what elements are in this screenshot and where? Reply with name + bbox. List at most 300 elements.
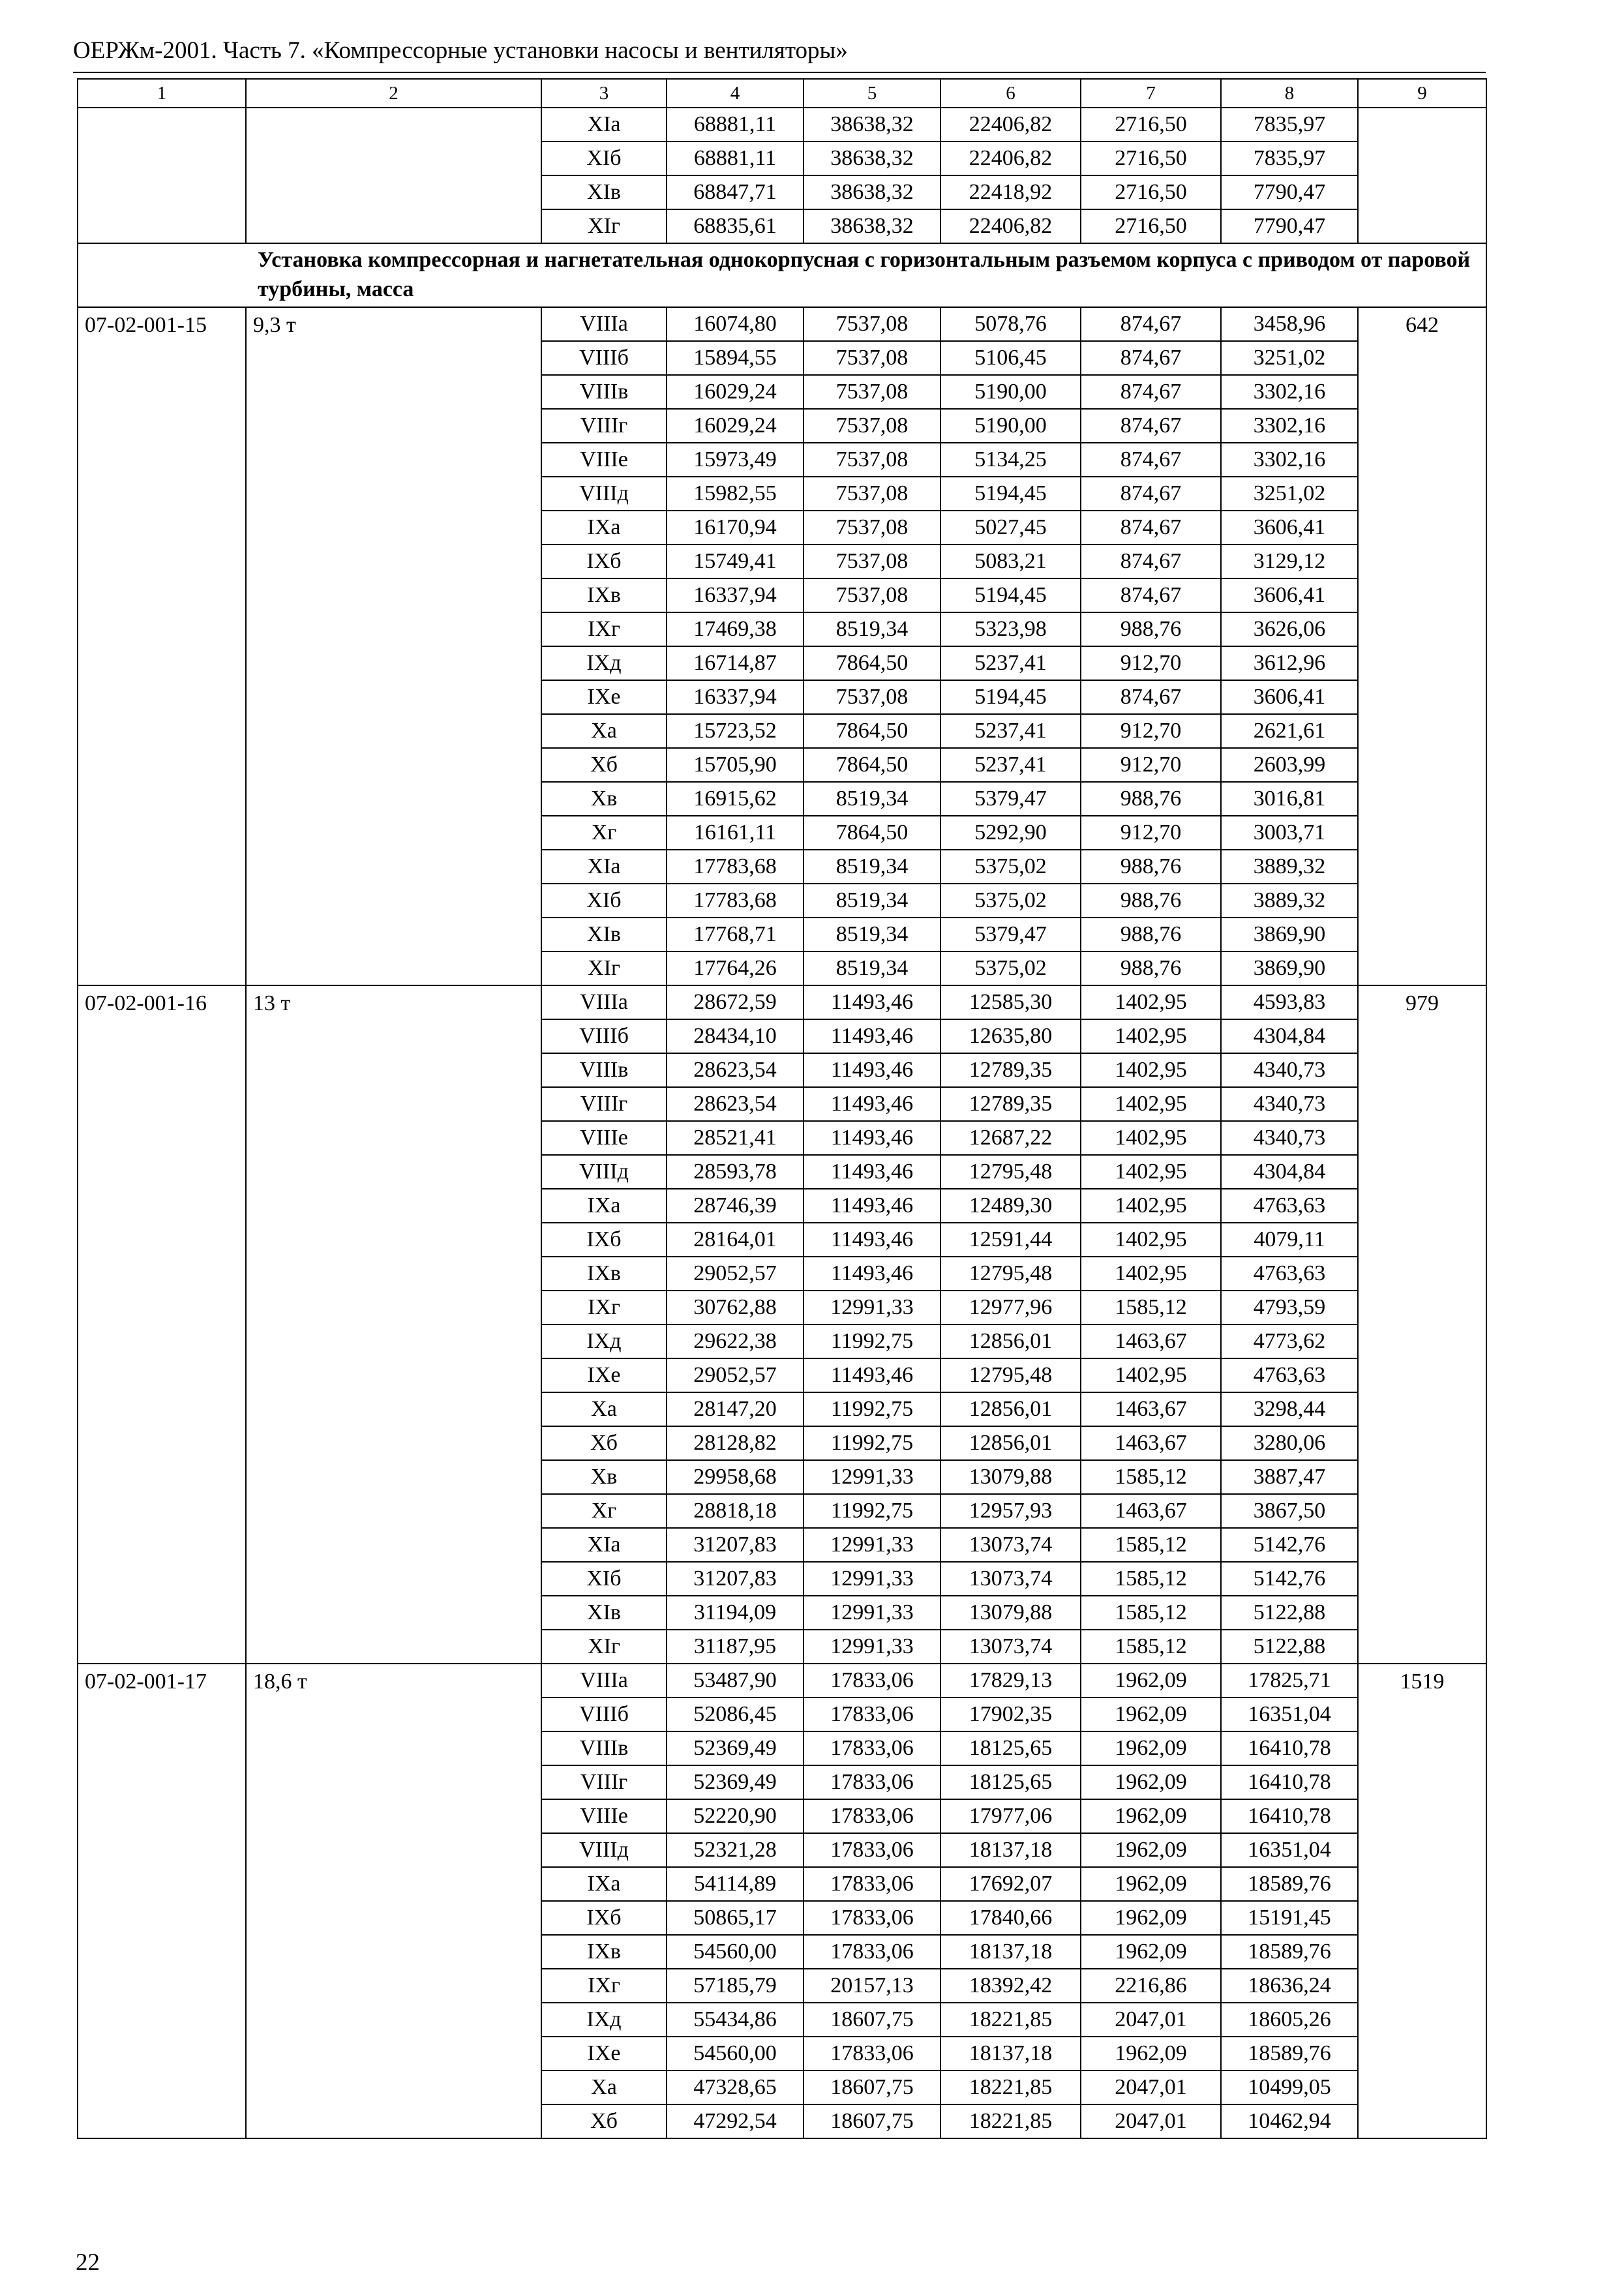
value-cell: 28818,18 (667, 1494, 804, 1528)
value-cell: 8519,34 (804, 884, 940, 918)
value-cell: 5379,47 (940, 918, 1081, 951)
value-cell: 10499,05 (1221, 2071, 1358, 2104)
value-cell: 16410,78 (1221, 1799, 1358, 1833)
code-cell (78, 108, 246, 243)
value-cell: 18221,85 (940, 2104, 1081, 2138)
category-cell: IXд (541, 1324, 667, 1358)
value-cell: 3606,41 (1221, 680, 1358, 714)
value-cell: 68847,71 (667, 175, 804, 209)
value-cell: 5237,41 (940, 646, 1081, 680)
col9-cell: 642 (1358, 307, 1486, 985)
value-cell: 47292,54 (667, 2104, 804, 2138)
value-cell: 31187,95 (667, 1630, 804, 1664)
value-cell: 16351,04 (1221, 1698, 1358, 1731)
mass-cell (246, 108, 541, 243)
value-cell: 7537,08 (804, 511, 940, 545)
category-cell: VIIIа (541, 1664, 667, 1698)
value-cell: 988,76 (1081, 884, 1221, 918)
category-cell: IXа (541, 511, 667, 545)
value-cell: 7537,08 (804, 409, 940, 443)
value-cell: 12687,22 (940, 1121, 1081, 1155)
value-cell: 874,67 (1081, 511, 1221, 545)
category-cell: XIг (541, 951, 667, 985)
value-cell: 12789,35 (940, 1087, 1081, 1121)
value-cell: 28746,39 (667, 1189, 804, 1223)
category-cell: IXа (541, 1867, 667, 1901)
value-cell: 3606,41 (1221, 578, 1358, 612)
value-cell: 17825,71 (1221, 1664, 1358, 1698)
value-cell: 1402,95 (1081, 1257, 1221, 1291)
category-cell: VIIIв (541, 375, 667, 409)
value-cell: 17833,06 (804, 1698, 940, 1731)
value-cell: 15191,45 (1221, 1901, 1358, 1935)
value-cell: 10462,94 (1221, 2104, 1358, 2138)
value-cell: 1463,67 (1081, 1426, 1221, 1460)
value-cell: 5142,76 (1221, 1528, 1358, 1562)
value-cell: 5292,90 (940, 816, 1081, 850)
value-cell: 18125,65 (940, 1731, 1081, 1765)
value-cell: 11992,75 (804, 1494, 940, 1528)
value-cell: 17833,06 (804, 1833, 940, 1867)
value-cell: 17833,06 (804, 1901, 940, 1935)
value-cell: 12795,48 (940, 1155, 1081, 1189)
column-number-row (78, 79, 1486, 108)
value-cell: 38638,32 (804, 209, 940, 243)
category-cell: IXе (541, 2037, 667, 2071)
value-cell: 5190,00 (940, 409, 1081, 443)
value-cell: 2603,99 (1221, 748, 1358, 782)
value-cell: 5190,00 (940, 375, 1081, 409)
value-cell: 22406,82 (940, 108, 1081, 142)
mass-cell: 18,6 т (246, 1664, 541, 2138)
value-cell: 1463,67 (1081, 1494, 1221, 1528)
value-cell: 874,67 (1081, 341, 1221, 375)
value-cell: 5122,88 (1221, 1630, 1358, 1664)
value-cell: 3129,12 (1221, 545, 1358, 578)
category-cell: Xб (541, 2104, 667, 2138)
value-cell: 17783,68 (667, 850, 804, 884)
value-cell: 17829,13 (940, 1664, 1081, 1698)
category-cell: VIIIб (541, 341, 667, 375)
value-cell: 12795,48 (940, 1358, 1081, 1392)
header-divider (73, 72, 1486, 73)
value-cell: 874,67 (1081, 443, 1221, 477)
value-cell: 5134,25 (940, 443, 1081, 477)
value-cell: 18221,85 (940, 2071, 1081, 2104)
value-cell: 1402,95 (1081, 1223, 1221, 1257)
value-cell: 68881,11 (667, 108, 804, 142)
value-cell: 4793,59 (1221, 1291, 1358, 1324)
value-cell: 3458,96 (1221, 307, 1358, 341)
value-cell: 2716,50 (1081, 142, 1221, 175)
value-cell: 1585,12 (1081, 1460, 1221, 1494)
code-cell: 07-02-001-15 (78, 307, 246, 985)
category-cell: VIIIа (541, 985, 667, 1019)
column-number-cell: 3 (541, 79, 667, 108)
value-cell: 16410,78 (1221, 1731, 1358, 1765)
value-cell: 3889,32 (1221, 884, 1358, 918)
value-cell: 15705,90 (667, 748, 804, 782)
value-cell: 8519,34 (804, 850, 940, 884)
value-cell: 874,67 (1081, 307, 1221, 341)
value-cell: 874,67 (1081, 578, 1221, 612)
value-cell: 13073,74 (940, 1630, 1081, 1664)
value-cell: 12991,33 (804, 1630, 940, 1664)
value-cell: 1962,09 (1081, 2037, 1221, 2071)
value-cell: 16074,80 (667, 307, 804, 341)
value-cell: 874,67 (1081, 375, 1221, 409)
value-cell: 52220,90 (667, 1799, 804, 1833)
value-cell: 1585,12 (1081, 1630, 1221, 1664)
value-cell: 3280,06 (1221, 1426, 1358, 1460)
value-cell: 53487,90 (667, 1664, 804, 1698)
value-cell: 29622,38 (667, 1324, 804, 1358)
value-cell: 17783,68 (667, 884, 804, 918)
value-cell: 30762,88 (667, 1291, 804, 1324)
value-cell: 47328,65 (667, 2071, 804, 2104)
value-cell: 912,70 (1081, 748, 1221, 782)
value-cell: 7537,08 (804, 341, 940, 375)
value-cell: 13073,74 (940, 1562, 1081, 1596)
category-cell: XIг (541, 1630, 667, 1664)
value-cell: 16714,87 (667, 646, 804, 680)
value-cell: 3302,16 (1221, 409, 1358, 443)
value-cell: 4340,73 (1221, 1053, 1358, 1087)
value-cell: 18137,18 (940, 2037, 1081, 2071)
value-cell: 12635,80 (940, 1019, 1081, 1053)
value-cell: 16915,62 (667, 782, 804, 816)
category-cell: XIб (541, 1562, 667, 1596)
value-cell: 5106,45 (940, 341, 1081, 375)
value-cell: 1585,12 (1081, 1562, 1221, 1596)
category-cell: Xв (541, 782, 667, 816)
category-cell: XIв (541, 175, 667, 209)
value-cell: 874,67 (1081, 545, 1221, 578)
column-number-cell: 9 (1358, 79, 1486, 108)
value-cell: 5237,41 (940, 748, 1081, 782)
table-body (78, 79, 1486, 2138)
value-cell: 874,67 (1081, 477, 1221, 511)
value-cell: 4079,11 (1221, 1223, 1358, 1257)
value-cell: 5194,45 (940, 680, 1081, 714)
col9-cell: 979 (1358, 985, 1486, 1664)
value-cell: 12489,30 (940, 1189, 1081, 1223)
value-cell: 38638,32 (804, 142, 940, 175)
value-cell: 11493,46 (804, 1053, 940, 1087)
value-cell: 16337,94 (667, 578, 804, 612)
value-cell: 7835,97 (1221, 108, 1358, 142)
category-cell: IXа (541, 1189, 667, 1223)
value-cell: 3867,50 (1221, 1494, 1358, 1528)
category-cell: Xа (541, 1392, 667, 1426)
value-cell: 16410,78 (1221, 1765, 1358, 1799)
value-cell: 1962,09 (1081, 1867, 1221, 1901)
value-cell: 1402,95 (1081, 985, 1221, 1019)
value-cell: 5194,45 (940, 477, 1081, 511)
column-number-cell: 8 (1221, 79, 1358, 108)
page-number: 22 (76, 2249, 100, 2276)
category-cell: IXе (541, 680, 667, 714)
value-cell: 18605,26 (1221, 2003, 1358, 2037)
category-cell: XIа (541, 850, 667, 884)
value-cell: 22406,82 (940, 209, 1081, 243)
category-cell: VIIIе (541, 443, 667, 477)
value-cell: 3626,06 (1221, 612, 1358, 646)
value-cell: 15894,55 (667, 341, 804, 375)
code-cell: 07-02-001-17 (78, 1664, 246, 2138)
column-number-cell: 6 (940, 79, 1081, 108)
value-cell: 17833,06 (804, 1731, 940, 1765)
category-cell: IXг (541, 1291, 667, 1324)
value-cell: 12795,48 (940, 1257, 1081, 1291)
category-cell: XIб (541, 884, 667, 918)
value-cell: 4340,73 (1221, 1121, 1358, 1155)
value-cell: 18607,75 (804, 2071, 940, 2104)
category-cell: IXб (541, 545, 667, 578)
column-number-cell: 2 (246, 79, 541, 108)
value-cell: 50865,17 (667, 1901, 804, 1935)
category-cell: Xб (541, 1426, 667, 1460)
value-cell: 17902,35 (940, 1698, 1081, 1731)
value-cell: 2716,50 (1081, 175, 1221, 209)
value-cell: 28521,41 (667, 1121, 804, 1155)
value-cell: 1585,12 (1081, 1596, 1221, 1630)
value-cell: 1402,95 (1081, 1121, 1221, 1155)
category-cell: IXб (541, 1901, 667, 1935)
value-cell: 17833,06 (804, 1799, 940, 1833)
value-cell: 7864,50 (804, 816, 940, 850)
value-cell: 5375,02 (940, 951, 1081, 985)
value-cell: 12789,35 (940, 1053, 1081, 1087)
category-cell: IXв (541, 1935, 667, 1969)
value-cell: 1463,67 (1081, 1392, 1221, 1426)
mass-cell: 13 т (246, 985, 541, 1664)
value-cell: 12991,33 (804, 1291, 940, 1324)
value-cell: 2047,01 (1081, 2071, 1221, 2104)
value-cell: 3302,16 (1221, 375, 1358, 409)
value-cell: 1962,09 (1081, 1765, 1221, 1799)
category-cell: Xг (541, 816, 667, 850)
value-cell: 18589,76 (1221, 1935, 1358, 1969)
value-cell: 28623,54 (667, 1053, 804, 1087)
value-cell: 12585,30 (940, 985, 1081, 1019)
value-cell: 11992,75 (804, 1392, 940, 1426)
category-cell: VIIIе (541, 1121, 667, 1155)
value-cell: 2047,01 (1081, 2104, 1221, 2138)
value-cell: 12957,93 (940, 1494, 1081, 1528)
value-cell: 1585,12 (1081, 1291, 1221, 1324)
value-cell: 13079,88 (940, 1460, 1081, 1494)
value-cell: 11992,75 (804, 1324, 940, 1358)
value-cell: 18636,24 (1221, 1969, 1358, 2003)
value-cell: 912,70 (1081, 646, 1221, 680)
value-cell: 28147,20 (667, 1392, 804, 1426)
value-cell: 8519,34 (804, 782, 940, 816)
value-cell: 29052,57 (667, 1257, 804, 1291)
value-cell: 3887,47 (1221, 1460, 1358, 1494)
value-cell: 15982,55 (667, 477, 804, 511)
value-cell: 7537,08 (804, 443, 940, 477)
value-cell: 12991,33 (804, 1460, 940, 1494)
value-cell: 29052,57 (667, 1358, 804, 1392)
category-cell: VIIIб (541, 1019, 667, 1053)
category-cell: VIIIа (541, 307, 667, 341)
value-cell: 52369,49 (667, 1765, 804, 1799)
mass-cell: 9,3 т (246, 307, 541, 985)
value-cell: 22406,82 (940, 142, 1081, 175)
value-cell: 3251,02 (1221, 341, 1358, 375)
value-cell: 13073,74 (940, 1528, 1081, 1562)
category-cell: VIIIв (541, 1053, 667, 1087)
value-cell: 18137,18 (940, 1833, 1081, 1867)
category-cell: Xа (541, 714, 667, 748)
table-row (78, 307, 1486, 341)
value-cell: 1402,95 (1081, 1087, 1221, 1121)
value-cell: 12856,01 (940, 1324, 1081, 1358)
value-cell: 7864,50 (804, 748, 940, 782)
value-cell: 11493,46 (804, 1155, 940, 1189)
value-cell: 988,76 (1081, 612, 1221, 646)
value-cell: 5083,21 (940, 545, 1081, 578)
value-cell: 17833,06 (804, 1867, 940, 1901)
value-cell: 11493,46 (804, 1189, 940, 1223)
value-cell: 15973,49 (667, 443, 804, 477)
value-cell: 2716,50 (1081, 108, 1221, 142)
value-cell: 52369,49 (667, 1731, 804, 1765)
value-cell: 988,76 (1081, 951, 1221, 985)
value-cell: 12991,33 (804, 1596, 940, 1630)
category-cell: XIб (541, 142, 667, 175)
value-cell: 7790,47 (1221, 209, 1358, 243)
value-cell: 3302,16 (1221, 443, 1358, 477)
value-cell: 8519,34 (804, 951, 940, 985)
value-cell: 1402,95 (1081, 1189, 1221, 1223)
col9-cell: 1519 (1358, 1664, 1486, 2138)
value-cell: 1962,09 (1081, 1731, 1221, 1765)
value-cell: 52321,28 (667, 1833, 804, 1867)
value-cell: 988,76 (1081, 782, 1221, 816)
value-cell: 28672,59 (667, 985, 804, 1019)
column-number-cell: 5 (804, 79, 940, 108)
value-cell: 11493,46 (804, 1087, 940, 1121)
value-cell: 17840,66 (940, 1901, 1081, 1935)
value-cell: 3869,90 (1221, 918, 1358, 951)
value-cell: 2216,86 (1081, 1969, 1221, 2003)
category-cell: VIIIг (541, 1765, 667, 1799)
value-cell: 54560,00 (667, 1935, 804, 1969)
section-title: Установка компрессорная и нагнетательная однокорпусная с горизонтальным разъемом корпуса с приводом от паровой турбины, масса (78, 243, 1486, 307)
value-cell: 4304,84 (1221, 1019, 1358, 1053)
category-cell: XIа (541, 1528, 667, 1562)
value-cell: 38638,32 (804, 175, 940, 209)
value-cell: 57185,79 (667, 1969, 804, 2003)
value-cell: 17833,06 (804, 1765, 940, 1799)
value-cell: 5142,76 (1221, 1562, 1358, 1596)
category-cell: VIIIе (541, 1799, 667, 1833)
value-cell: 7864,50 (804, 646, 940, 680)
value-cell: 22418,92 (940, 175, 1081, 209)
column-number-cell: 1 (78, 79, 246, 108)
value-cell: 11493,46 (804, 1223, 940, 1257)
category-cell: VIIIг (541, 1087, 667, 1121)
value-cell: 68881,11 (667, 142, 804, 175)
value-cell: 16029,24 (667, 375, 804, 409)
value-cell: 28434,10 (667, 1019, 804, 1053)
category-cell: VIIIв (541, 1731, 667, 1765)
value-cell: 18607,75 (804, 2104, 940, 2138)
value-cell: 3612,96 (1221, 646, 1358, 680)
table-row (78, 985, 1486, 1019)
value-cell: 28164,01 (667, 1223, 804, 1257)
value-cell: 3889,32 (1221, 850, 1358, 884)
value-cell: 3003,71 (1221, 816, 1358, 850)
value-cell: 12977,96 (940, 1291, 1081, 1324)
value-cell: 4763,63 (1221, 1189, 1358, 1223)
value-cell: 2047,01 (1081, 2003, 1221, 2037)
value-cell: 1962,09 (1081, 1664, 1221, 1698)
category-cell: VIIIд (541, 1833, 667, 1867)
value-cell: 17764,26 (667, 951, 804, 985)
value-cell: 4763,63 (1221, 1257, 1358, 1291)
table-row (78, 1664, 1486, 1698)
value-cell: 912,70 (1081, 714, 1221, 748)
value-cell: 5078,76 (940, 307, 1081, 341)
value-cell: 55434,86 (667, 2003, 804, 2037)
document-header: ОЕРЖм-2001. Часть 7. «Компрессорные установки насосы и вентиляторы» (73, 37, 848, 64)
category-cell: VIIIг (541, 409, 667, 443)
section-title-row (78, 243, 1486, 307)
value-cell: 3251,02 (1221, 477, 1358, 511)
value-cell: 7537,08 (804, 477, 940, 511)
value-cell: 16170,94 (667, 511, 804, 545)
category-cell: Xб (541, 748, 667, 782)
value-cell: 31207,83 (667, 1562, 804, 1596)
value-cell: 28128,82 (667, 1426, 804, 1460)
value-cell: 7537,08 (804, 545, 940, 578)
category-cell: Xв (541, 1460, 667, 1494)
value-cell: 7537,08 (804, 680, 940, 714)
value-cell: 4304,84 (1221, 1155, 1358, 1189)
category-cell: IXг (541, 612, 667, 646)
value-cell: 5122,88 (1221, 1596, 1358, 1630)
value-cell: 1962,09 (1081, 1901, 1221, 1935)
value-cell: 18589,76 (1221, 2037, 1358, 2071)
value-cell: 18221,85 (940, 2003, 1081, 2037)
value-cell: 5027,45 (940, 511, 1081, 545)
value-cell: 3298,44 (1221, 1392, 1358, 1426)
value-cell: 7864,50 (804, 714, 940, 748)
value-cell: 2621,61 (1221, 714, 1358, 748)
value-cell: 11493,46 (804, 1019, 940, 1053)
table-row (78, 108, 1486, 142)
value-cell: 4773,62 (1221, 1324, 1358, 1358)
value-cell: 3016,81 (1221, 782, 1358, 816)
value-cell: 12856,01 (940, 1392, 1081, 1426)
value-cell: 874,67 (1081, 680, 1221, 714)
value-cell: 4763,63 (1221, 1358, 1358, 1392)
value-cell: 18125,65 (940, 1765, 1081, 1799)
category-cell: Xг (541, 1494, 667, 1528)
value-cell: 20157,13 (804, 1969, 940, 2003)
value-cell: 31207,83 (667, 1528, 804, 1562)
value-cell: 17469,38 (667, 612, 804, 646)
rates-table (77, 78, 1487, 2139)
category-cell: VIIIб (541, 1698, 667, 1731)
value-cell: 8519,34 (804, 918, 940, 951)
category-cell: IXв (541, 1257, 667, 1291)
value-cell: 1463,67 (1081, 1324, 1221, 1358)
value-cell: 17977,06 (940, 1799, 1081, 1833)
